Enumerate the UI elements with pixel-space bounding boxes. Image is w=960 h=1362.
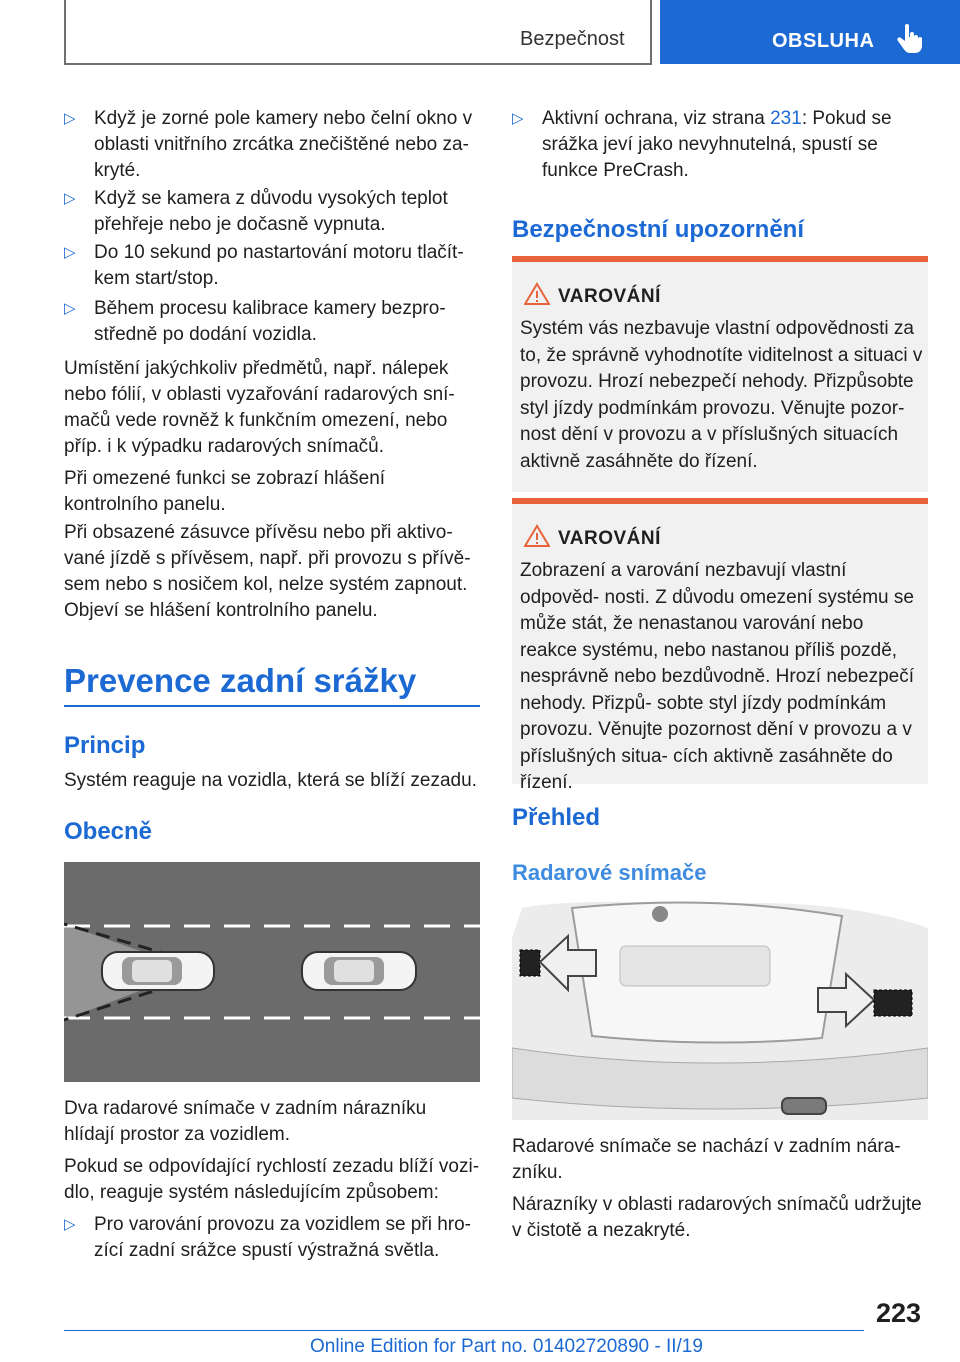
triangle-bullet-icon: ▷ [64, 1216, 76, 1233]
warning-title: VAROVÁNÍ [558, 528, 661, 549]
warning-triangle-icon [524, 524, 550, 548]
section-heading: Přehled [512, 804, 601, 831]
section-heading: Bezpečnostní upozornění [512, 216, 805, 243]
list-item [64, 186, 474, 238]
warning-triangle-icon [524, 282, 550, 306]
triangle-bullet-icon: ▷ [512, 110, 524, 127]
car-front-icon [302, 952, 416, 990]
warning-box [512, 256, 928, 492]
page-reference-link[interactable]: 231 [770, 108, 802, 129]
paragraph: Nárazníky v oblasti radarových snímačů udržujte v čistotě a nezakryté. [512, 1194, 922, 1241]
list-item [64, 1212, 474, 1264]
list-item-text: Do 10 sekund po nastartování motoru tlačít‐ kem start/stop. [94, 242, 464, 289]
footer-edition: Online Edition for Part no. 01402720890 - II/19 [310, 1336, 703, 1357]
paragraph: Dva radarové snímače v zadním nárazníku hlídají prostor za vozidlem. [64, 1098, 427, 1145]
header-chapter-tab[interactable] [660, 0, 960, 64]
car-rear-icon [102, 952, 214, 990]
triangle-bullet-icon: ▷ [64, 300, 76, 317]
paragraph: Při obsazené zásuvce přívěsu nebo při aktivo‐ vané jízdě s přívěsem, např. při provozu s přívě‐ sem nebo s nosičem kol, nelze systém zapnout. Objeví se hlášení kontrolního panelu. [64, 522, 471, 621]
footer-rule [64, 1330, 864, 1331]
paragraph: Systém reaguje na vozidla, která se blíží zezadu. [64, 770, 477, 791]
subheading-princip: Princip [64, 732, 146, 759]
header-left-border [64, 0, 66, 64]
paragraph: Pokud se odpovídající rychlostí zezadu blíží vozi‐ dlo, reaguje systém následujícím způsobem: [64, 1156, 480, 1203]
list-item-text: Když je zorné pole kamery nebo čelní okno v oblasti vnitřního zrcátka znečištěné nebo za‐ kryté. [94, 108, 473, 181]
subheading-radar: Radarové snímače [512, 860, 707, 885]
triangle-bullet-icon: ▷ [64, 190, 76, 207]
list-item-text: Během procesu kalibrace kamery bezpro‐ středně po dodání vozidla. [94, 298, 446, 345]
paragraph: Umístění jakýchkoliv předmětů, např. nálepek nebo fólií, v oblasti vyzařování radarových sní‐ mačů vede rovněž k funkčním omezení, nebo příp. i k výpadku radarových snímačů. [64, 358, 455, 457]
triangle-bullet-icon: ▷ [64, 110, 76, 127]
triangle-bullet-icon: ▷ [64, 244, 76, 261]
paragraph: Radarové snímače se nachází v zadním nára‐ zníku. [512, 1136, 901, 1183]
warning-text: Systém vás nezbavuje vlastní odpovědnosti za to, že správně vyhodnotíte viditelnost a situaci v provozu. Hrozí nebezpečí nehody. Přizpůsobte styl jízdy podmínkám provozu. Věnujte pozor‐ nost dění v provozu a v příslušných situacích aktivně zasáhněte do řízení. [520, 318, 923, 472]
list-item-text-post: : Pokud se srážka jeví jako nevyhnutelná, spustí se funkce PreCrash. [542, 108, 892, 181]
subheading-obecne: Obecně [64, 818, 153, 845]
list-item-text: Pro varování provozu za vozidlem se při hro‐ zící zadní srážce spustí výstražná světla. [94, 1214, 471, 1261]
warning-title: VAROVÁNÍ [558, 286, 661, 307]
header-bottom-border [64, 63, 652, 65]
list-item [64, 240, 474, 292]
header-section-title: Bezpečnost [520, 28, 625, 50]
header-divider [650, 0, 652, 64]
warning-text: Zobrazení a varování nezbavují vlastní odpověd‐ nosti. Z důvodu omezení systému se může stát, že nenastanou varování nebo reakce systému, nebo nastanou příliš pozdě, nesprávně nebo bezdůvodně. Hrozí nebezpečí nehody. Přizpů‐ sobte styl jízdy podmínkám provozu. Věnujte pozornost dění v provozu a v příslušných situa‐ cích aktivně zasáhněte do řízení. [520, 560, 914, 793]
hand-pointer-icon [896, 24, 924, 54]
list-item [64, 106, 474, 184]
section-heading: Prevence zadní srážky [64, 662, 417, 699]
page-number: 223 [876, 1298, 922, 1328]
paragraph: Při omezené funkci se zobrazí hlášení kontrolního panelu. [64, 468, 386, 515]
list-item [64, 296, 474, 348]
list-item-text-pre: Aktivní ochrana, viz strana [542, 108, 771, 129]
car-rear-bumper-illustration [512, 898, 928, 1120]
radar-coverage-illustration [64, 862, 480, 1082]
heading-rule [64, 705, 480, 707]
list-item [512, 106, 928, 184]
list-item-text: Když se kamera z důvodu vysokých teplot přehřeje nebo je dočasně vypnuta. [94, 188, 448, 235]
warning-box [512, 498, 928, 793]
header-chapter-label: OBSLUHA [772, 30, 875, 52]
